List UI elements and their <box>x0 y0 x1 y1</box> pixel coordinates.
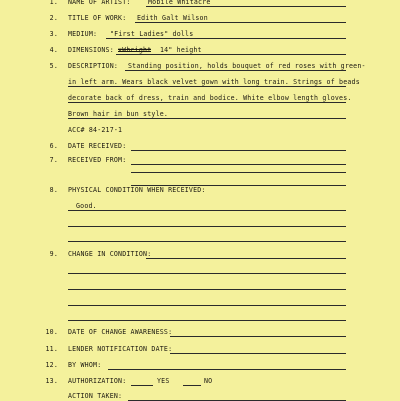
field-number: 8. <box>49 186 58 194</box>
field-number: 12. <box>45 361 58 369</box>
condition-value: Good. <box>76 202 97 210</box>
answer-line <box>170 353 346 354</box>
answer-line <box>131 172 346 173</box>
field-dimensions <box>0 46 400 54</box>
field-number: 5. <box>49 62 58 70</box>
artist-value: Mobile Whitacre <box>148 0 211 6</box>
field-label: LENDER NOTIFICATION DATE: <box>68 345 173 353</box>
no-blank <box>183 385 201 386</box>
field-number: 3. <box>49 30 58 38</box>
field-label: BY WHOM: <box>68 361 102 369</box>
answer-line <box>170 336 346 337</box>
field-number: 1. <box>49 0 58 6</box>
field-label: DATE OF CHANGE AWARENESS: <box>68 328 173 336</box>
field-label: DATE RECEIVED: <box>68 142 127 150</box>
answer-line <box>116 54 346 55</box>
answer-line <box>146 6 346 7</box>
answer-line <box>146 258 346 259</box>
answer-line <box>106 38 346 39</box>
answer-line <box>125 70 346 71</box>
field-label: ACTION TAKEN: <box>68 392 123 400</box>
medium-value: "First Ladies" dolls <box>110 30 194 38</box>
answer-line <box>68 273 346 274</box>
field-number: 4. <box>49 46 58 54</box>
description-line-2: in left arm. Wears black velvet gown with long train. Strings of beads <box>68 78 360 86</box>
answer-line <box>68 102 346 103</box>
field-label: DESCRIPTION: <box>68 62 119 70</box>
field-label: NAME OF ARTIST: <box>68 0 131 6</box>
accession-number: ACC# 84-217-1 <box>68 126 123 134</box>
answer-line <box>68 226 346 227</box>
description-line-1: Standing position, holds bouquet of red roses with green- <box>128 62 366 70</box>
field-label: AUTHORIZATION: <box>68 377 127 385</box>
description-line-4: Brown hair in bun style. <box>68 110 169 118</box>
description-line-3: decorate back of dress, train and bodice. White elbow length gloves. <box>68 94 352 102</box>
field-number: 10. <box>45 328 58 336</box>
yes-blank <box>131 385 153 386</box>
answer-line <box>68 289 346 290</box>
field-label: DIMENSIONS: <box>68 46 114 54</box>
answer-line <box>131 150 346 151</box>
answer-line <box>68 241 346 242</box>
answer-line <box>68 320 346 321</box>
title-value: Edith Galt Wilson <box>137 14 208 22</box>
struck-text: xWheight <box>118 46 152 54</box>
dimensions-value: 14" height <box>160 46 202 54</box>
field-number: 9. <box>49 250 58 258</box>
field-number: 7. <box>49 156 58 164</box>
answer-line <box>68 118 346 119</box>
answer-line <box>68 305 346 306</box>
field-label: TITLE OF WORK: <box>68 14 127 22</box>
yes-label: YES <box>157 377 170 385</box>
field-label: RECEIVED FROM: <box>68 156 127 164</box>
field-label: CHANGE IN CONDITION: <box>68 250 152 258</box>
answer-line <box>108 369 346 370</box>
field-label: PHYSICAL CONDITION WHEN RECEIVED: <box>68 186 206 194</box>
field-number: 2. <box>49 14 58 22</box>
no-label: NO <box>204 377 213 385</box>
field-label: MEDIUM: <box>68 30 98 38</box>
field-number: 13. <box>45 377 58 385</box>
field-number: 6. <box>49 142 58 150</box>
answer-line <box>135 22 346 23</box>
answer-line <box>68 210 346 211</box>
field-number: 11. <box>45 345 58 353</box>
answer-line <box>68 86 346 87</box>
answer-line <box>131 164 346 165</box>
